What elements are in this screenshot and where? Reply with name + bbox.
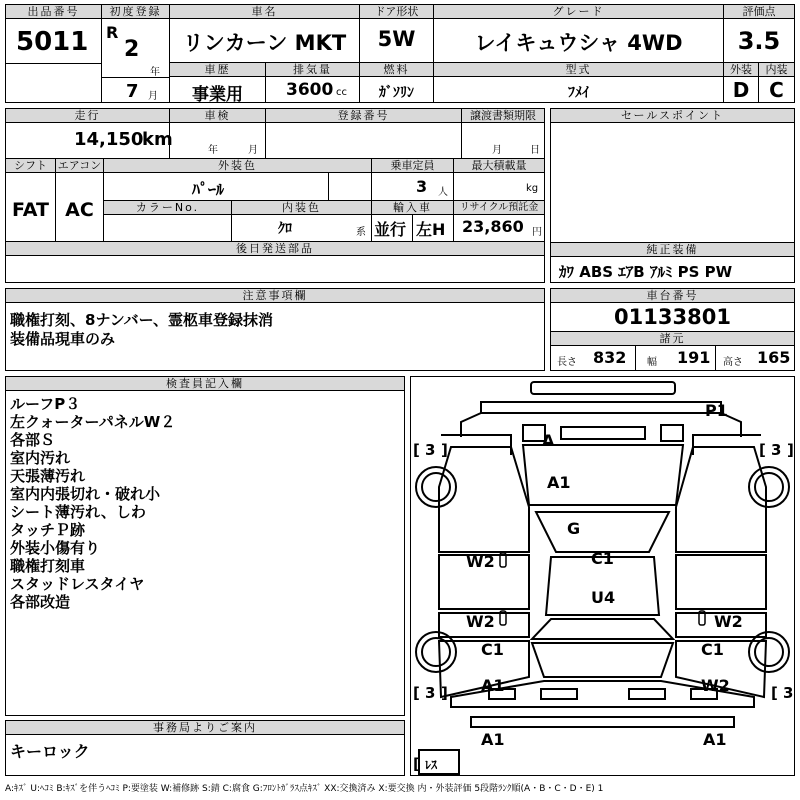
svg-text:[: [ bbox=[413, 684, 420, 702]
fuel: ｶﾞｿﾘﾝ bbox=[379, 85, 414, 101]
header-table bbox=[5, 4, 795, 103]
inspector-box bbox=[5, 376, 405, 716]
inspection-year-unit: 年 bbox=[208, 145, 218, 156]
inspection-month-unit: 月 bbox=[248, 145, 258, 156]
history: 事業用 bbox=[192, 85, 243, 105]
interior-grade-cell bbox=[759, 63, 794, 102]
mileage-label: 走行 bbox=[6, 109, 169, 123]
registration-number-label: 登録番号 bbox=[266, 109, 461, 123]
inspector-line: タッチＰ跡 bbox=[10, 521, 86, 539]
mark-a1-rear-right: A1 bbox=[703, 730, 727, 749]
capacity: 3 bbox=[416, 177, 428, 196]
front-bumper-shape bbox=[531, 382, 675, 394]
spec-label: 諸元 bbox=[551, 331, 794, 346]
exterior-label: 外装 bbox=[724, 63, 758, 77]
legend: A:ｷｽﾞ U:ﾍｺﾐ B:ｷｽﾞを伴うﾍｺﾐ P:要塗装 W:補修跡 S:錆 C:腐食 G:ﾌﾛﾝﾄｶﾞﾗｽ点ｷｽﾞ XX:交換済み X:要交換 内・外装評価 5段階ﾗﾝｸ順(A・B・C・D・E) 1 bbox=[5, 784, 604, 794]
score: 3.5 bbox=[737, 27, 781, 55]
equipment-label: 純正装備 bbox=[551, 243, 794, 257]
spare-tire: ﾚｽ bbox=[425, 758, 438, 772]
chassis-label: 車台番号 bbox=[551, 289, 794, 303]
inspector-line: 職権打刻車 bbox=[10, 557, 86, 575]
notes-line-2: 装備品現車のみ bbox=[10, 330, 116, 348]
windshield-shape bbox=[536, 512, 669, 552]
grade: レイキュウシャ 4WD bbox=[474, 31, 683, 55]
right-headlight-shape bbox=[661, 425, 683, 441]
fuel-label: 燃料 bbox=[360, 63, 433, 77]
mark-p1: P1 bbox=[705, 401, 728, 420]
rear-bumper-shape bbox=[471, 717, 734, 727]
inspector-line: 室内汚れ bbox=[10, 449, 71, 467]
mark-a: A bbox=[542, 431, 555, 450]
registration-label: 初度登録 bbox=[102, 5, 169, 19]
history-cell bbox=[170, 63, 266, 105]
door-type: 5W bbox=[377, 27, 416, 51]
max-load-label: 最大積載量 bbox=[454, 159, 544, 173]
car-name-label: 車名 bbox=[170, 5, 359, 19]
inspector-line: スタッドレスタイヤ bbox=[10, 575, 145, 593]
capacity-label: 乗車定員 bbox=[372, 159, 453, 173]
inspection-label: 車検 bbox=[170, 109, 265, 123]
chassis-number: 01133801 bbox=[614, 305, 731, 329]
office-text: キーロック bbox=[10, 742, 90, 761]
sales-point-box bbox=[550, 108, 795, 283]
recycle-fee: 23,860 bbox=[462, 217, 524, 236]
mark-c1-roof: C1 bbox=[591, 549, 614, 568]
inspector-line: シート薄汚れ、しわ bbox=[10, 503, 146, 521]
mark-w2-right-quarter: W2 bbox=[701, 676, 730, 695]
yen-unit: 円 bbox=[532, 227, 542, 238]
office-box bbox=[5, 720, 405, 776]
model-cell bbox=[434, 63, 724, 102]
svg-text:[: [ bbox=[413, 441, 420, 459]
color-label: 外装色 bbox=[104, 159, 371, 173]
later-parts-label: 後日発送部品 bbox=[6, 242, 544, 256]
mark-w2-right: W2 bbox=[714, 612, 743, 631]
inspector-label: 検査員記入欄 bbox=[6, 377, 404, 391]
exterior-grade-cell bbox=[724, 63, 759, 102]
displacement-cell bbox=[266, 63, 360, 102]
lot-cell bbox=[6, 5, 102, 102]
interior-color: ｸﾛ bbox=[278, 221, 292, 237]
door-cell bbox=[360, 5, 434, 63]
notes-box bbox=[5, 288, 545, 371]
inspector-line: 天張薄汚れ bbox=[10, 467, 86, 485]
height-label: 高さ bbox=[723, 357, 743, 368]
equipment-items: ｶﾜ ABS ｴｱB ｱﾙﾐ PS PW bbox=[559, 263, 733, 281]
inspector-notes bbox=[10, 395, 175, 611]
mark-w2-left-rear: W2 bbox=[466, 612, 495, 631]
mark-w2-left-door: W2 bbox=[466, 552, 495, 571]
notes-line-1: 職権打刻、8ナンバー、霊柩車登録抹消 bbox=[10, 311, 274, 329]
km-unit: km bbox=[142, 129, 173, 150]
interior-grade: C bbox=[769, 78, 784, 102]
model-label: 型式 bbox=[434, 63, 723, 77]
import-type: 並行 bbox=[374, 220, 407, 239]
mark-c1-right-wheel: C1 bbox=[701, 640, 724, 659]
lot-label: 出品番号 bbox=[6, 5, 101, 19]
mark-g: G bbox=[567, 519, 581, 538]
width: 191 bbox=[677, 348, 711, 367]
score-label: 評価点 bbox=[724, 5, 794, 19]
grille-shape bbox=[561, 427, 645, 439]
aircon: AC bbox=[65, 199, 94, 221]
fuel-cell bbox=[360, 63, 434, 102]
inspector-line: 外装小傷有り bbox=[10, 539, 101, 557]
chassis-box bbox=[550, 288, 795, 371]
mark-a1-rear-left: A1 bbox=[481, 730, 505, 749]
height: 165 bbox=[757, 348, 791, 367]
width-label: 幅 bbox=[647, 357, 657, 368]
tire-front-left: 3 bbox=[425, 441, 436, 459]
svg-text:[: [ bbox=[413, 755, 420, 773]
interior-color-suffix: 系 bbox=[356, 227, 366, 238]
mark-a1-hood: A1 bbox=[547, 473, 571, 492]
history-label: 車歴 bbox=[170, 63, 265, 77]
office-label: 事務局よりご案内 bbox=[6, 721, 404, 735]
inspector-line: 各部Ｓ bbox=[10, 431, 56, 449]
import-label: 輸入車 bbox=[372, 201, 453, 215]
capacity-unit: 人 bbox=[438, 187, 448, 198]
displacement-label: 排気量 bbox=[266, 63, 359, 77]
tire-front-right: 3 bbox=[771, 441, 782, 459]
mark-u4: U4 bbox=[591, 588, 616, 607]
grade-cell bbox=[434, 5, 724, 63]
tire-rear-right: 3 bbox=[783, 684, 794, 702]
inspector-line: ルーフP３ bbox=[10, 395, 81, 413]
svg-text:[: [ bbox=[759, 441, 766, 459]
aircon-label: エアコン bbox=[57, 159, 102, 172]
door-label: ドア形状 bbox=[360, 5, 433, 19]
shift: FAT bbox=[12, 199, 49, 221]
car-name: リンカーン MKT bbox=[182, 31, 347, 55]
length: 832 bbox=[593, 348, 627, 367]
year-unit: 年 bbox=[150, 67, 160, 78]
car-name-cell bbox=[170, 5, 360, 63]
inspector-line: 各部改造 bbox=[10, 593, 71, 611]
car-diagram-box bbox=[410, 376, 795, 776]
length-label: 長さ bbox=[557, 357, 577, 368]
inspector-line: 室内内張切れ・破れ小 bbox=[10, 485, 161, 503]
interior-color-label: 内装色 bbox=[232, 201, 371, 215]
transfer-day-unit: 日 bbox=[530, 145, 540, 156]
registration-cell bbox=[102, 5, 170, 102]
mileage: 14,150 bbox=[74, 129, 144, 150]
score-cell bbox=[724, 5, 794, 63]
sales-point-label: セールスポイント bbox=[551, 109, 794, 123]
inspector-line: 左クォーターパネルW２ bbox=[10, 413, 176, 431]
transfer-month-unit: 月 bbox=[492, 145, 502, 156]
notes-label: 注意事項欄 bbox=[6, 289, 544, 303]
kg-unit: kg bbox=[526, 183, 539, 194]
color-number-label: カラーNo. bbox=[104, 201, 231, 215]
car-diagram bbox=[411, 377, 794, 775]
cc-unit: cc bbox=[336, 87, 347, 98]
lot-number: 5011 bbox=[16, 27, 89, 57]
transfer-deadline-label: 譲渡書類期限 bbox=[462, 109, 544, 123]
shift-label: シフト bbox=[6, 159, 55, 173]
svg-text:]: ] bbox=[787, 441, 794, 459]
svg-text:]: ] bbox=[441, 684, 448, 702]
registration-year: 2 bbox=[124, 37, 140, 62]
displacement: 3600 bbox=[286, 80, 334, 100]
vehicle-info-table bbox=[5, 108, 545, 283]
month-unit: 月 bbox=[148, 91, 158, 102]
svg-text:[: [ bbox=[771, 684, 778, 702]
mark-c1-left-wheel: C1 bbox=[481, 640, 504, 659]
model: ﾌﾒｲ bbox=[568, 85, 589, 101]
exterior-grade: D bbox=[732, 78, 750, 102]
recycle-label: リサイクル預託金 bbox=[454, 201, 544, 215]
mark-a1-left-quarter: A1 bbox=[481, 676, 505, 695]
grade-label: グレード bbox=[434, 5, 723, 19]
registration-month: 7 bbox=[126, 81, 139, 102]
steering-side: 左H bbox=[416, 220, 446, 239]
front-panel-shape bbox=[481, 402, 721, 413]
exterior-color: ﾊﾟｰﾙ bbox=[192, 180, 225, 199]
tire-rear-left: 3 bbox=[425, 684, 436, 702]
era: R bbox=[106, 23, 119, 42]
svg-text:]: ] bbox=[441, 441, 448, 459]
interior-label: 内装 bbox=[759, 63, 794, 77]
